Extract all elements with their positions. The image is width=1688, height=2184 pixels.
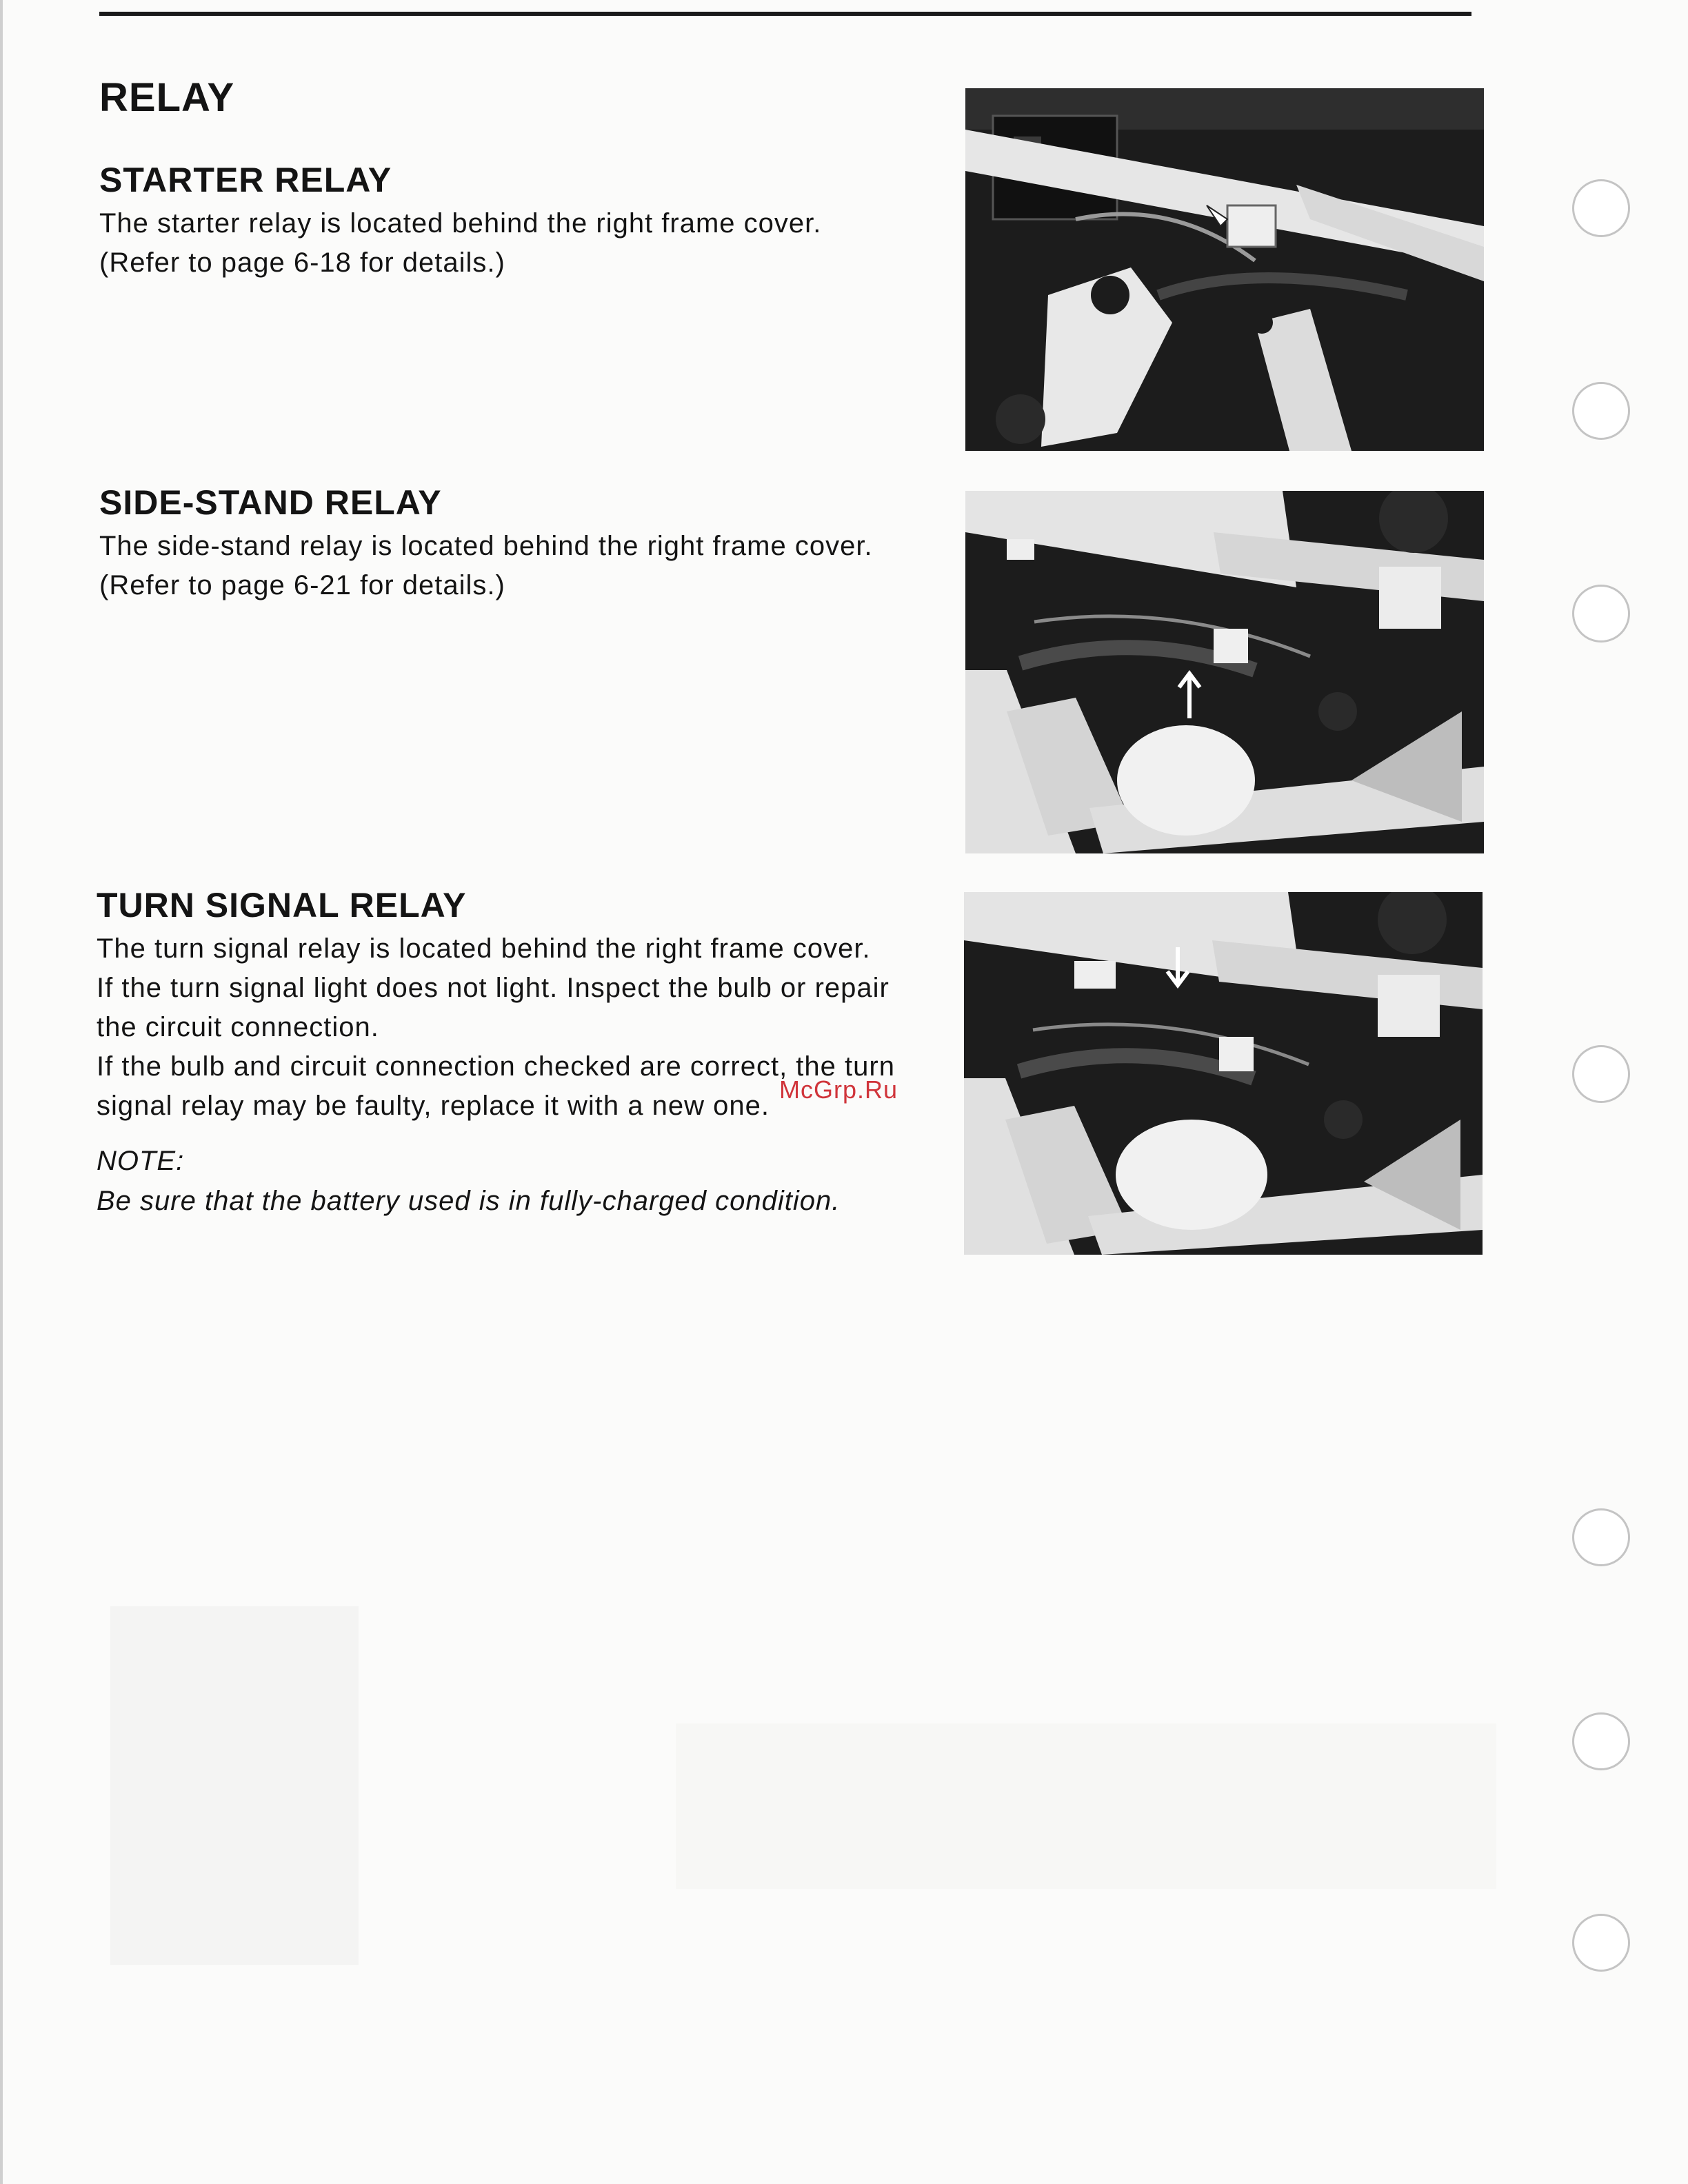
note-text: Be sure that the battery used is in fully-charged condition. — [97, 1186, 841, 1216]
bleed-through-table — [676, 1723, 1496, 1889]
paragraph: The starter relay is located behind the right frame cover. — [99, 208, 822, 239]
binder-hole — [1572, 1914, 1630, 1972]
binder-hole — [1572, 1045, 1630, 1103]
binder-hole — [1572, 1712, 1630, 1770]
paragraph: (Refer to page 6-21 for details.) — [99, 570, 505, 600]
paragraph: The side-stand relay is located behind the right frame cover. — [99, 531, 873, 561]
page-edge — [0, 0, 3, 2184]
watermark: McGrp.Ru — [779, 1075, 898, 1104]
top-rule — [99, 12, 1471, 16]
side-stand-relay-photo — [965, 491, 1484, 853]
bleed-through-shade — [110, 1606, 359, 1965]
paragraph: (Refer to page 6-18 for details.) — [99, 247, 505, 278]
side-stand-relay-text — [99, 527, 920, 605]
turn-signal-relay-photo — [964, 892, 1483, 1255]
paragraph: If the turn signal light does not light. Inspect the bulb or repair the circuit connection. — [97, 973, 890, 1042]
page-title: RELAY — [99, 75, 235, 120]
side-stand-relay-heading: SIDE-STAND RELAY — [99, 483, 442, 522]
turn-signal-relay-heading: TURN SIGNAL RELAY — [97, 886, 467, 924]
binder-hole — [1572, 382, 1630, 440]
paragraph: If the bulb and circuit connection checked are correct, the turn signal relay may be faulty, replace it with a new one. — [97, 1051, 895, 1121]
binder-hole — [1572, 179, 1630, 237]
binder-hole — [1572, 1508, 1630, 1566]
starter-relay-photo — [965, 88, 1484, 451]
starter-relay-text — [99, 204, 920, 283]
paragraph: The turn signal relay is located behind the right frame cover. — [97, 933, 871, 964]
note-label: NOTE: — [97, 1146, 185, 1176]
starter-relay-heading: STARTER RELAY — [99, 161, 392, 199]
binder-hole — [1572, 585, 1630, 643]
